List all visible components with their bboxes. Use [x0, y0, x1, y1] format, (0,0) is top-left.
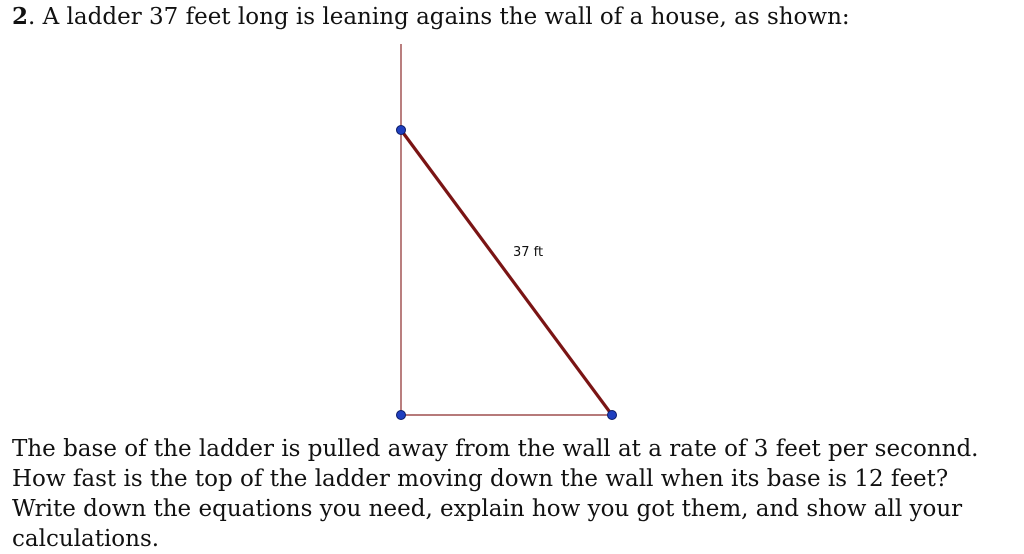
- problem-instructions: Write down the equations you need, explain how you got them, and show all your calculations.: [12, 496, 963, 552]
- problem-body: [12, 434, 1012, 554]
- problem-intro: A ladder 37 feet long is leaning agains the wall of a house, as shown:: [42, 4, 850, 30]
- ladder-length-label: 37 ft: [513, 245, 544, 260]
- wall-base-point: [397, 411, 406, 420]
- ladder-line: [401, 130, 612, 415]
- problem-question: The base of the ladder is pulled away from the wall at a rate of 3 feet per seconnd. How fast is the top of the ladder moving down the wall when its base is 12 feet?: [12, 436, 979, 492]
- problem-number: 2: [12, 3, 29, 30]
- ladder-top-point: [397, 126, 406, 135]
- problem-number-suffix: .: [28, 4, 36, 30]
- ladder-base-point: [608, 411, 617, 420]
